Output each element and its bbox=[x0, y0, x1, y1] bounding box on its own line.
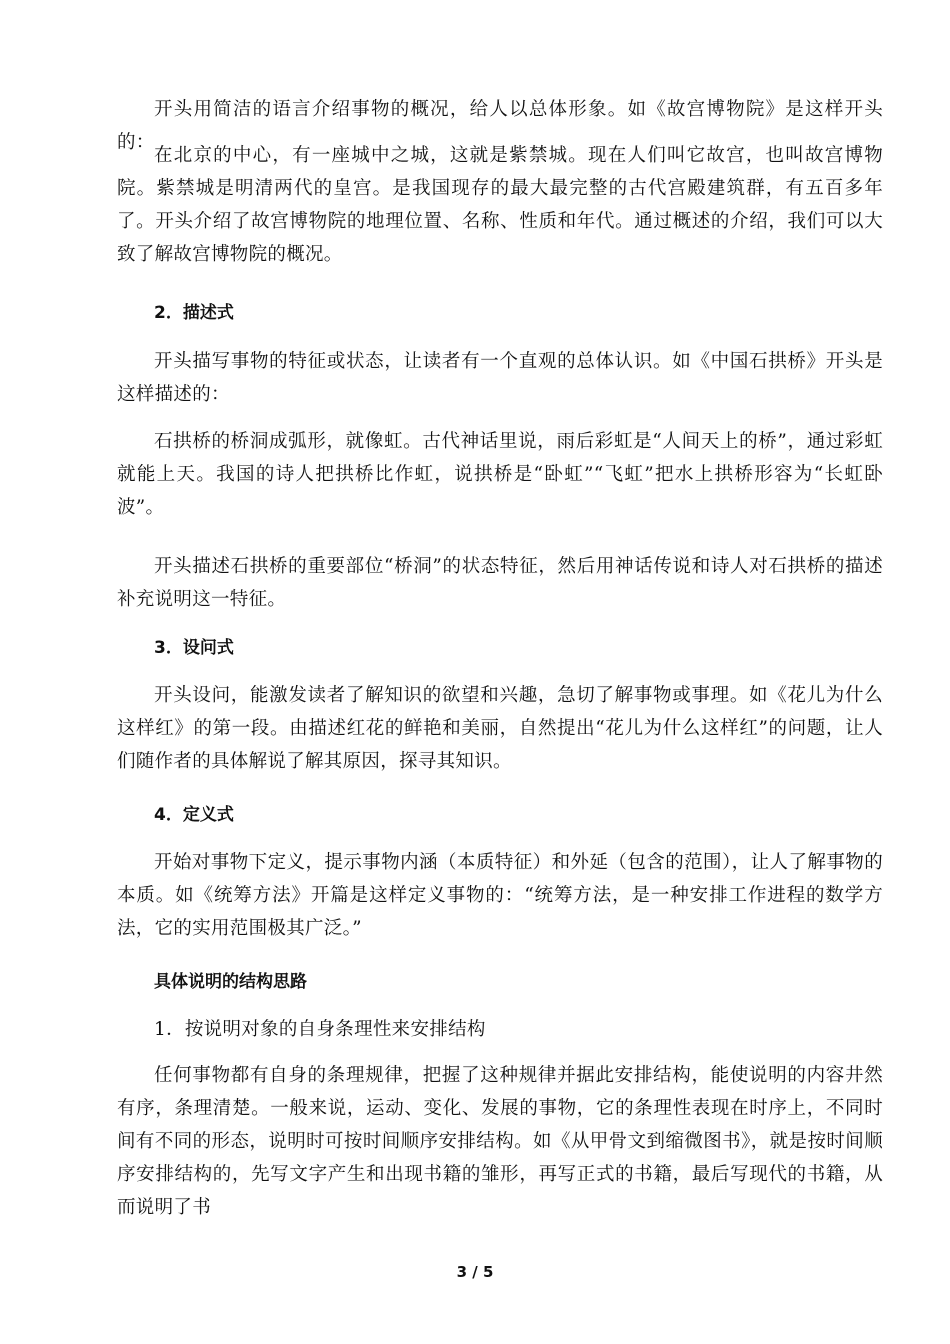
question-paragraph: 开头设问，能激发读者了解知识的欲望和兴趣，急切了解事物或事理。如《花儿为什么这样红》的第一段。由描述红花的鲜艳和美丽，自然提出“花儿为什么这样红”的问题，让人们随作者的具体解说了解其原因，探寻其知识。 bbox=[117, 685, 883, 772]
page-number: 3 / 5 bbox=[456, 1263, 494, 1281]
structure-point-1: 1．按说明对象的自身条理性来安排结构 bbox=[154, 1019, 486, 1040]
bridge-analysis-paragraph: 开头描述石拱桥的重要部位“桥洞”的状态特征，然后用神话传说和诗人对石拱桥的描述补充说明这一特征。 bbox=[117, 556, 883, 610]
heading-question: 3．设问式 bbox=[154, 638, 234, 658]
intro-paragraph: 开头用简洁的语言介绍事物的概况，给人以总体形象。如《故宫博物院》是这样开头的： bbox=[117, 99, 883, 153]
palace-quote-paragraph: 在北京的中心，有一座城中之城，这就是紫禁城。现在人们叫它故宫，也叫故宫博物院。紫禁城是明清两代的皇宫。是我国现存的最大最完整的古代宫殿建筑群，有五百多年了。开头介绍了故宫博物院的地理位置、名称、性质和年代。通过概述的介绍，我们可以大致了解故宫博物院的概况。 bbox=[117, 145, 883, 265]
definition-paragraph: 开始对事物下定义，提示事物内涵（本质特征）和外延（包含的范围），让人了解事物的本质。如《统筹方法》开篇是这样定义事物的：“统筹方法，是一种安排工作进程的数学方法，它的实用范围极其广泛。” bbox=[117, 852, 883, 939]
structure-paragraph: 任何事物都有自身的条理规律，把握了这种规律并据此安排结构，能使说明的内容井然有序，条理清楚。一般来说，运动、变化、发展的事物，它的条理性表现在时序上，不同时间有不同的形态，说明时可按时间顺序安排结构。如《从甲骨文到缩微图书》，就是按时间顺序安排结构的，先写文字产生和出现书籍的雏形，再写正式的书籍，最后写现代的书籍，从而说明了书 bbox=[117, 1065, 883, 1218]
heading-definition: 4．定义式 bbox=[154, 805, 234, 825]
bridge-quote-paragraph: 石拱桥的桥洞成弧形，就像虹。古代神话里说，雨后彩虹是“人间天上的桥”，通过彩虹就能上天。我国的诗人把拱桥比作虹，说拱桥是“卧虹”“飞虹”把水上拱桥形容为“长虹卧波”。 bbox=[117, 431, 883, 518]
descriptive-intro-paragraph: 开头描写事物的特征或状态，让读者有一个直观的总体认识。如《中国石拱桥》开头是这样描述的： bbox=[117, 351, 883, 405]
heading-structure: 具体说明的结构思路 bbox=[154, 972, 307, 992]
heading-descriptive: 2．描述式 bbox=[154, 303, 234, 323]
